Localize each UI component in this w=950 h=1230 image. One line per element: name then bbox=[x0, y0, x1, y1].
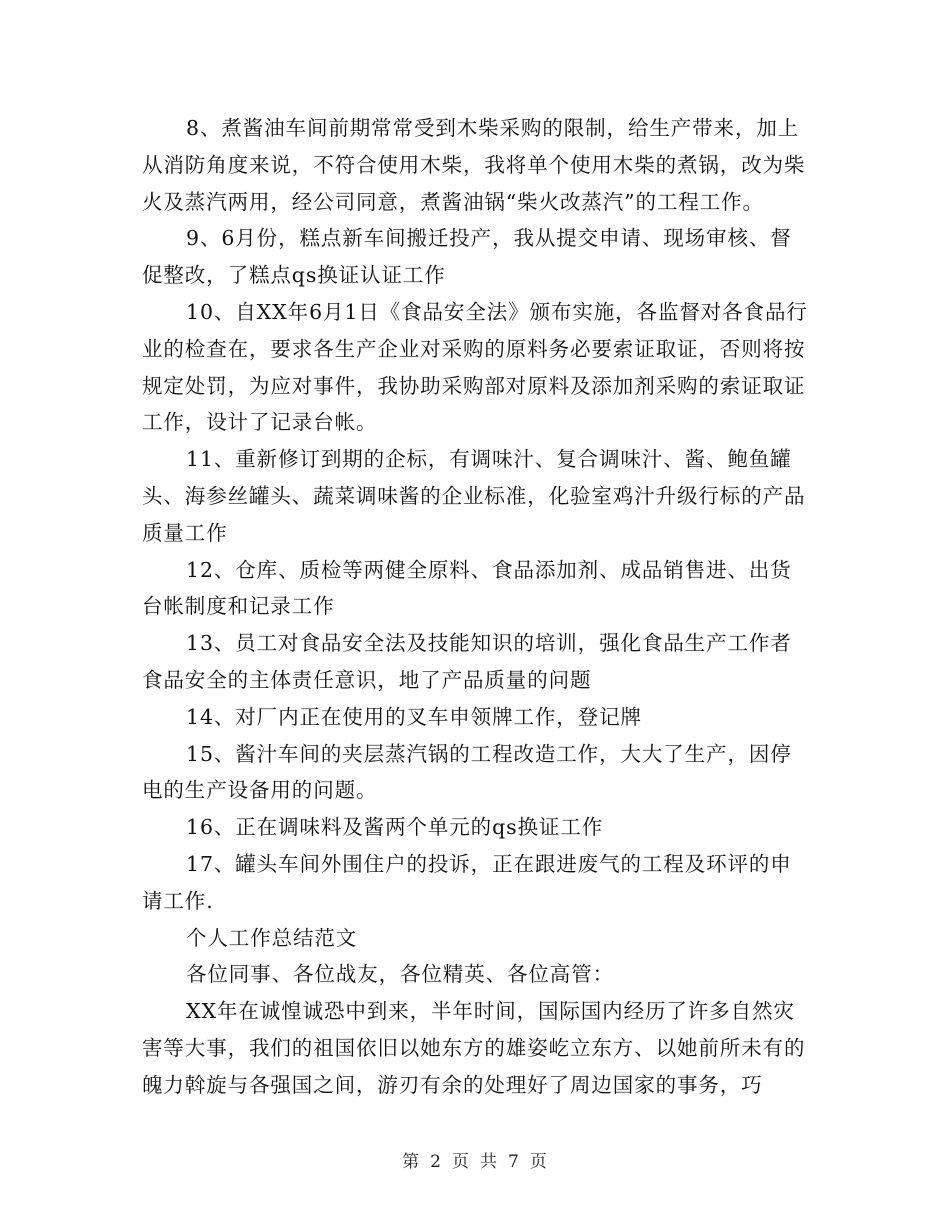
paragraph-item-9: 9、6月份，糕点新车间搬迁投产，我从提交申请、现场审核、督促整改，了糕点qs换证认证工作 bbox=[142, 226, 792, 288]
body-paragraph: XX年在诚惶诚恐中到来，半年时间，国际国内经历了许多自然灾害等大事，我们的祖国依旧以她东方的雄姿屹立东方、以她前所未有的魄力斡旋与各强国之间，游刃有余的处理好了周边国家的事务，巧 bbox=[142, 999, 806, 1097]
paragraph-item-11: 11、重新修订到期的企标，有调味汁、复合调味汁、酱、鲍鱼罐头、海参丝罐头、蔬菜调味酱的企业标准，化验室鸡汁升级行标的产品质量工作 bbox=[142, 447, 806, 545]
paragraph-item-13: 13、员工对食品安全法及技能知识的培训，强化食品生产工作者食品安全的主体责任意识，地了产品质量的问题 bbox=[142, 631, 792, 692]
footer-prefix: 第 bbox=[402, 1152, 421, 1172]
page-footer bbox=[0, 1147, 950, 1172]
paragraph-item-15: 15、酱汁车间的夹层蒸汽锅的工程改造工作，大大了生产，因停电的生产设备用的问题。 bbox=[142, 741, 792, 803]
paragraph-item-14: 14、对厂内正在使用的叉车申领牌工作，登记牌 bbox=[186, 704, 642, 729]
paragraph-item-16: 16、正在调味料及酱两个单元的qs换证工作 bbox=[186, 815, 604, 840]
section-title: 个人工作总结范文 bbox=[186, 925, 358, 950]
document-body bbox=[0, 110, 950, 1104]
footer-page-unit: 页 bbox=[452, 1152, 470, 1172]
footer-total-suffix: 页 bbox=[529, 1152, 548, 1172]
paragraph-item-8: 8、煮酱油车间前期常常受到木柴采购的限制，给生产带来，加上从消防角度来说，不符合使用木柴，我将单个使用木柴的煮锅，改为柴火及蒸汽两用，经公司同意，煮酱油锅“柴火改蒸汽”的工程工作。 bbox=[142, 116, 806, 214]
footer-total-prefix: 共 bbox=[480, 1152, 498, 1172]
paragraph-item-10: 10、自XX年6月1日《食品安全法》颁布实施，各监督对各食品行业的检查在，要求各生产企业对采购的原料务必要索证取证，否则将按规定处罚，为应对事件，我协助采购部对原料及添加剂采购的索证取证工作，设计了记录台帐。 bbox=[142, 299, 808, 435]
paragraph-item-12: 12、仓库、质检等两健全原料、食品添加剂、成品销售进、出货台帐制度和记录工作 bbox=[142, 557, 792, 619]
paragraph-item-17: 17、罐头车间外围住户的投诉，正在跟进废气的工程及环评的申请工作. bbox=[142, 851, 792, 913]
salutation: 各位同事、各位战友，各位精英、各位高管： bbox=[186, 962, 614, 987]
total-pages-number: 7 bbox=[508, 1152, 520, 1172]
current-page-number: 2 bbox=[430, 1152, 442, 1172]
